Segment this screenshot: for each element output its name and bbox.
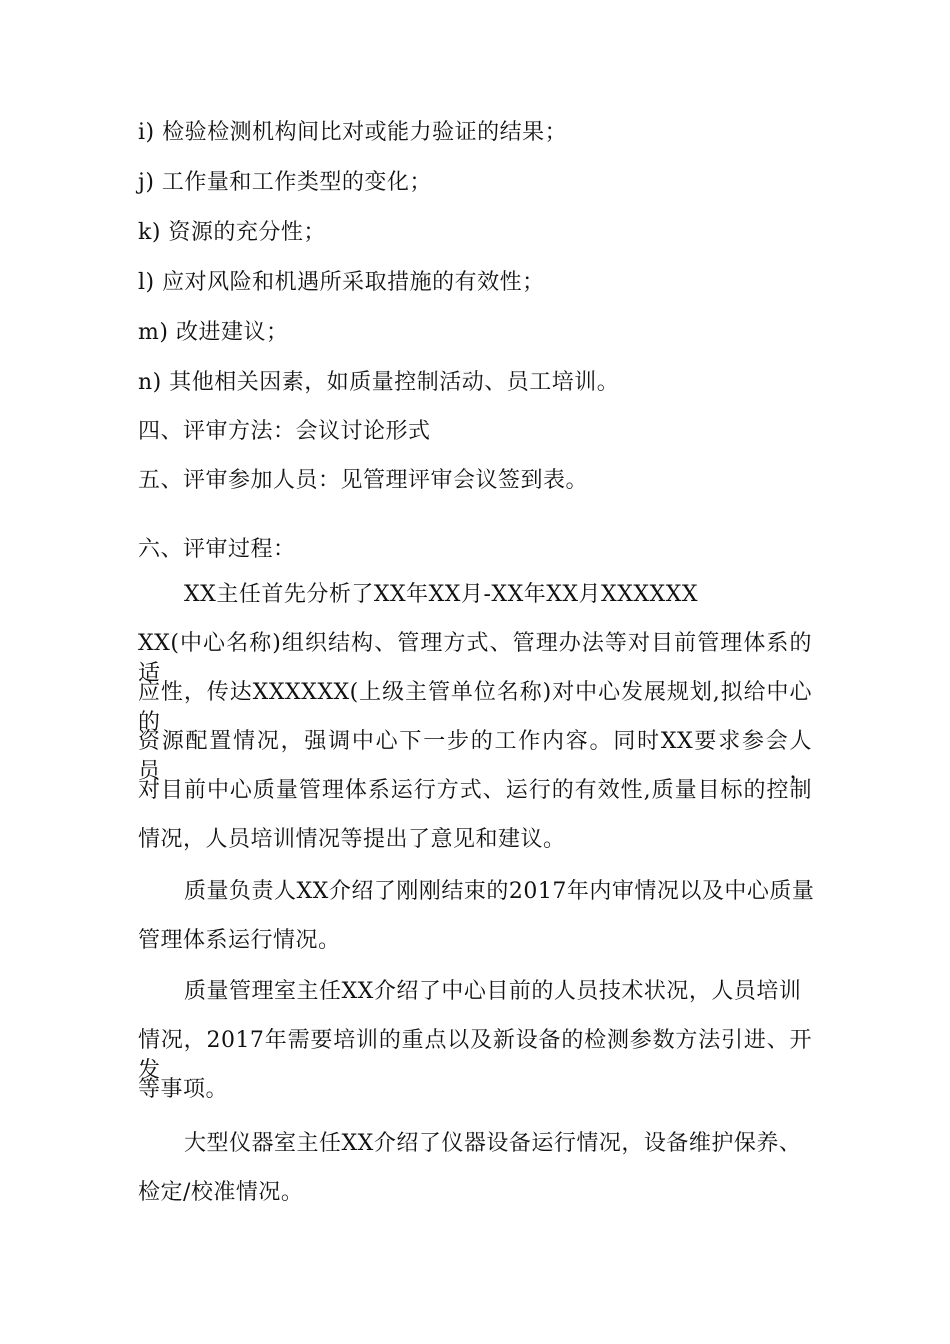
- section-review-process-heading: 六、评审过程：: [138, 537, 296, 562]
- list-item-i: i) 检验检测机构间比对或能力验证的结果；: [138, 120, 568, 145]
- paragraph-1-line-3: 应性，传达XXXXXX(上级主管单位名称)对中心发展规划,拟给中心的: [138, 680, 812, 735]
- paragraph-2-line-1: 质量负责人XX介绍了刚刚结束的2017年内审情况以及中心质量: [184, 879, 815, 904]
- paragraph-1-line-1: XX主任首先分析了XX年XX月-XX年XX月XXXXXX: [184, 582, 699, 607]
- paragraph-4-line-2: 检定/校准情况。: [138, 1180, 304, 1205]
- paragraph-1-line-6: 情况，人员培训情况等提出了意见和建议。: [138, 827, 566, 852]
- paragraph-3-line-1: 质量管理室主任XX介绍了中心目前的人员技术状况，人员培训: [184, 979, 802, 1004]
- list-item-l: l) 应对风险和机遇所采取措施的有效性；: [138, 270, 545, 295]
- paragraph-1-line-2: XX(中心名称)组织结构、管理方式、管理办法等对目前管理体系的适: [138, 631, 812, 686]
- section-review-participants: 五、评审参加人员：见管理评审会议签到表。: [138, 468, 589, 493]
- list-item-m: m) 改进建议；: [138, 320, 289, 345]
- section-review-method: 四、评审方法：会议讨论形式: [138, 419, 431, 444]
- list-item-j: j) 工作量和工作类型的变化；: [138, 170, 432, 195]
- list-item-k: k) 资源的充分性；: [138, 220, 326, 245]
- paragraph-1-line-4: 资源配置情况，强调中心下一步的工作内容。同时XX要求参会人员，: [138, 729, 812, 784]
- list-item-n: n) 其他相关因素，如质量控制活动、员工培训。: [138, 370, 620, 395]
- paragraph-1-line-5: 对目前中心质量管理体系运行方式、运行的有效性,质量目标的控制: [138, 778, 812, 803]
- paragraph-2-line-2: 管理体系运行情况。: [138, 928, 341, 953]
- paragraph-4-line-1: 大型仪器室主任XX介绍了仪器设备运行情况，设备维护保养、: [184, 1131, 802, 1156]
- paragraph-3-line-2: 情况，2017年需要培训的重点以及新设备的检测参数方法引进、开发: [138, 1028, 812, 1083]
- paragraph-3-line-3: 等事项。: [138, 1077, 229, 1102]
